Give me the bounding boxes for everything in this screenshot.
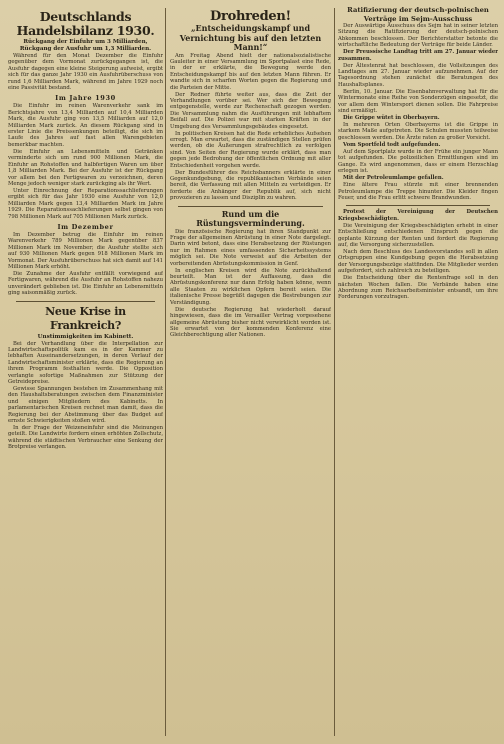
subheadline-threats: „Entscheidungskampf und Vernichtung bis auf den letzten Mann!“ bbox=[179, 23, 322, 52]
article-paragraph: Nach dem Beschluss des Landesvorstandes soll in allen Ortsgruppen eine Kundgebung gegen die Herabsetzung der Versorgungsbezüge stattfinden. Die Mitglieder werden aufgefordert, sich zahlreich zu beteiligen. bbox=[338, 248, 498, 275]
column-middle bbox=[170, 6, 331, 738]
news-item-heading: Der Preussische Landtag tritt am 27. Januar wieder zusammen. bbox=[338, 49, 498, 62]
article-separator bbox=[178, 206, 323, 207]
article-paragraph: Gewisse Spannungen bestehen im Zusammenhang mit den Haushaltsberatungen zwischen dem Finanzminister und einigen Mitgliedern des Kabinetts. In parlamentarischen Kreisen rechnet man damit, dass die Regierung bei der Abstimmung über das Budget auf ernste Schwierigkeiten stoßen wird. bbox=[8, 386, 163, 425]
article-paragraph: Der Ältestenrat hat beschlossen, die Vollsitzungen des Landtages am 27. Januar wieder aufzunehmen. Auf der Tagesordnung stehen zunächst die Beratungen des Haushaltsplanes. bbox=[338, 62, 498, 88]
article-paragraph: Die Einfuhr an Lebensmitteln und Getränken verminderte sich um rund 900 Millionen Mark, die Einfuhr an Rohstoffen und halbfertigen Waren um über 1,8 Milliarden Mark. Bei der Ausfuhr ist der Rückgang vor allem bei den Fertigwaren zu verzeichnen, deren Menge jedoch weniger stark zurückging als ihr Wert. bbox=[8, 148, 163, 187]
section-heading-year: Im Jahre 1930 bbox=[55, 94, 116, 103]
article-paragraph: Berlin, 10. Januar. Die Eisenbahnverwaltung hat für die Wintermonate eine Reihe von Sonderzügen eingesetzt, die vor allem dem Wintersport dienen sollen. Die Fahrpreise sind ermäßigt. bbox=[338, 88, 498, 115]
article-paragraph: Im Dezember betrug die Einfuhr im reinen Warenverkehr 789 Millionen Mark gegenüber 837 Millionen Mark im November; die Ausfuhr stellte sich auf 930 Millionen Mark gegen 918 Millionen Mark im Vormonat. Der Ausfuhrüberschuss hat sich damit auf 141 Millionen Mark erhöht. bbox=[8, 231, 163, 270]
article-paragraph: Der Redner führte weiter aus, dass die Zeit der Verhandlungen vorüber sei. Wer sich der Bewegung entgegenstelle, werde zur Rechenschaft gezogen werden. Die Versammlung nahm die Ausführungen mit lebhaftem Beifall auf. Die Polizei war mit starken Kräften in der Umgebung des Versammlungsgebäudes eingesetzt. bbox=[170, 91, 331, 130]
article-paragraph: Der Auswärtige Ausschuss des Sejm hat in seiner letzten Sitzung die Ratifizierung der deutsch-polnischen Abkommen beschlossen. Der Berichterstatter betonte die wirtschaftliche Bedeutung der Verträge für beide Länder. bbox=[338, 23, 498, 49]
section-heading-december: Im Dezember bbox=[57, 222, 114, 231]
article-paragraph: Am Freitag Abend hielt der nationalsozialistische Gauleiter in einer Versammlung im Sportpalast eine Rede, in der er erklärte, die Bewegung werde den Entscheidungskampf bis auf den letzten Mann führen. Er wandte sich in scharfen Worten gegen die Regierung und die Parteien der Mitte. bbox=[170, 52, 331, 91]
article-paragraph: Die Entscheidung über die Rentenfrage soll in den nächsten Wochen fallen. Die Verbände haben eine Abordnung zum Reichsarbeitsminister entsandt, um ihre Forderungen vorzutragen. bbox=[338, 275, 498, 301]
article-separator bbox=[346, 205, 490, 206]
headline-france-crisis: Neue Krise in Frankreich? bbox=[45, 304, 126, 332]
article-paragraph: Der Bundesführer des Reichsbanners erklärte in einer Gegenkundgebung, die republikanischen Verbände seien bereit, die Verfassung mit allen Mitteln zu verteidigen. Er forderte die Anhänger der Republik auf, sich nicht provozieren zu lassen und Disziplin zu wahren. bbox=[170, 169, 331, 202]
column-rule bbox=[334, 8, 335, 736]
article-paragraph: Die deutsche Regierung hat wiederholt darauf hingewiesen, dass die im Versailler Vertrag vorgesehene allgemeine Abrüstung bisher nicht verwirklicht worden ist. Sie erwartet von der kommenden Konferenz eine Gleichberechtigung aller Nationen. bbox=[170, 306, 331, 339]
subheadline-france-crisis: Unstimmigkeiten im Kabinett. bbox=[37, 333, 134, 340]
article-separator bbox=[16, 301, 155, 302]
news-item-heading: Mit der Petroleumlampe gefallen. bbox=[343, 175, 444, 182]
subheadline-trade-balance: Rückgang der Einfuhr um 3 Milliarden, Rückgang der Ausfuhr um 1,3 Milliarden. bbox=[19, 39, 152, 52]
column-right bbox=[338, 6, 498, 738]
news-item-heading: Die Grippe wütet in Oberbayern. bbox=[343, 115, 440, 122]
article-paragraph: Die Vereinigung der Kriegsbeschädigten erhebt in einer Entschließung entschiedenen Einspruch gegen die geplante Kürzung der Renten und fordert die Regierung auf, die Versorgung sicherzustellen. bbox=[338, 222, 498, 248]
article-paragraph: Während für den Monat Dezember die Einfuhr gegenüber dem Vormonat zurückgegangen ist, die Ausfuhr dagegen eine kleine Steigerung aufweist, ergibt sich für das ganze Jahr 1930 ein Ausfuhrüberschuss von rund 1,6 Milliarden Mark, während im Jahre 1929 noch eine Passivität bestand. bbox=[8, 53, 163, 92]
headline-trade-balance: Deutschlands Handelsbilanz 1930. bbox=[16, 9, 155, 38]
headline-threats: Drohreden! bbox=[210, 9, 291, 24]
article-paragraph: Die französische Regierung hat ihren Standpunkt zur Frage der allgemeinen Abrüstung in einer Note dargelegt. Darin wird betont, dass eine Herabsetzung der Rüstungen nur im Rahmen eines umfassenden Sicherheitssystems möglich sei. Die Note verweist auf die Arbeiten der vorbereitenden Abrüstungskommission in Genf. bbox=[170, 228, 331, 267]
headline-ratification: Ratifizierung der deutsch-polnischen Verträge im Sejm-Ausschuss bbox=[347, 6, 489, 23]
article-paragraph: Die Einfuhr im reinen Warenverkehr sank im Berichtsjahre von 13,4 Milliarden auf 10,4 Milliarden Mark, die Ausfuhr ging von 13,5 Milliarden auf 12,0 Milliarden Mark zurück. An diesem Rückgang sind in erster Linie die Preissenkungen beteiligt, die sich im Laufe des Jahres auf fast allen Warengebieten bemerkbar machten. bbox=[8, 103, 163, 148]
article-paragraph: In der Frage der Weizeneinfuhr sind die Meinungen geteilt. Die Landwirte fordern einen erhöhten Zollschutz, während die städtischen Verbraucher eine Senkung der Brotpreise verlangen. bbox=[8, 425, 163, 451]
news-item-heading: Vom Sportfeld todt aufgefunden. bbox=[343, 141, 441, 148]
article-paragraph: In mehreren Orten Oberbayerns ist die Grippe in starkem Maße aufgetreten. Die Schulen mussten teilweise geschlossen werden. Die Ärzte raten zu großer Vorsicht. bbox=[338, 122, 498, 141]
article-paragraph: Auf dem Sportplatz wurde in der Frühe ein junger Mann tot aufgefunden. Die polizeilichen Ermittlungen sind im Gange. Es wird angenommen, dass er einem Herzschlag erlegen ist. bbox=[338, 148, 498, 175]
column-left bbox=[8, 6, 163, 738]
article-paragraph: Eine ältere Frau stürzte mit einer brennenden Petroleumlampe die Treppe hinunter. Die Kleider fingen Feuer, und die Frau erlitt schwere Brandwunden. bbox=[338, 182, 498, 201]
headline-disarmament: Rund um die Rüstungsverminderung. bbox=[196, 208, 305, 229]
article-paragraph: In englischen Kreisen wird die Note zurückhaltend beurteilt. Man ist der Auffassung, dass die Abrüstungskonferenz nur dann Erfolg haben könne, wenn alle Staaten zu wirklichen Opfern bereit seien. Die italienische Presse begrüßt dagegen die Bestrebungen zur Verständigung. bbox=[170, 267, 331, 306]
column-rule bbox=[165, 8, 166, 736]
article-paragraph: Unter Einrechnung der Reparationssachlieferungen ergibt sich für das Jahr 1930 eine Ausfuhr von 12,0 Milliarden Mark gegen 13,4 Milliarden Mark im Jahre 1929. Die Reparationssachlieferungen selbst gingen von 798 Millionen Mark auf 705 Millionen Mark zurück. bbox=[8, 187, 163, 220]
article-paragraph: In politischen Kreisen hat die Rede erhebliches Aufsehen erregt. Man erwartet, dass die zuständigen Stellen prüfen werden, ob die Äußerungen strafrechtlich zu verfolgen sind. Von Seiten der Regierung wurde erklärt, dass man gegen jede Bedrohung der öffentlichen Ordnung mit aller Entschiedenheit vorgehen werde. bbox=[170, 130, 331, 169]
article-paragraph: Bei der Verhandlung über die Interpellation zur Landwirtschaftspolitik kam es in der Kammer zu lebhaften Auseinandersetzungen, in deren Verlauf der Landwirtschaftsminister erklärte, dass die Regierung an ihrem Programm festhalten werde. Die Opposition verlangte sofortige Maßnahmen zur Stützung der Getreidepreise. bbox=[8, 340, 163, 386]
article-paragraph: Die Zunahme der Ausfuhr entfällt vorwiegend auf Fertigwaren, während die Ausfuhr an Rohstoffen nahezu unverändert geblieben ist. Die Einfuhr an Lebensmitteln ging saisonmäßig zurück. bbox=[8, 270, 163, 297]
news-item-heading: Protest der Vereinigung der Deutschen Kriegsbeschädigten. bbox=[338, 209, 498, 222]
